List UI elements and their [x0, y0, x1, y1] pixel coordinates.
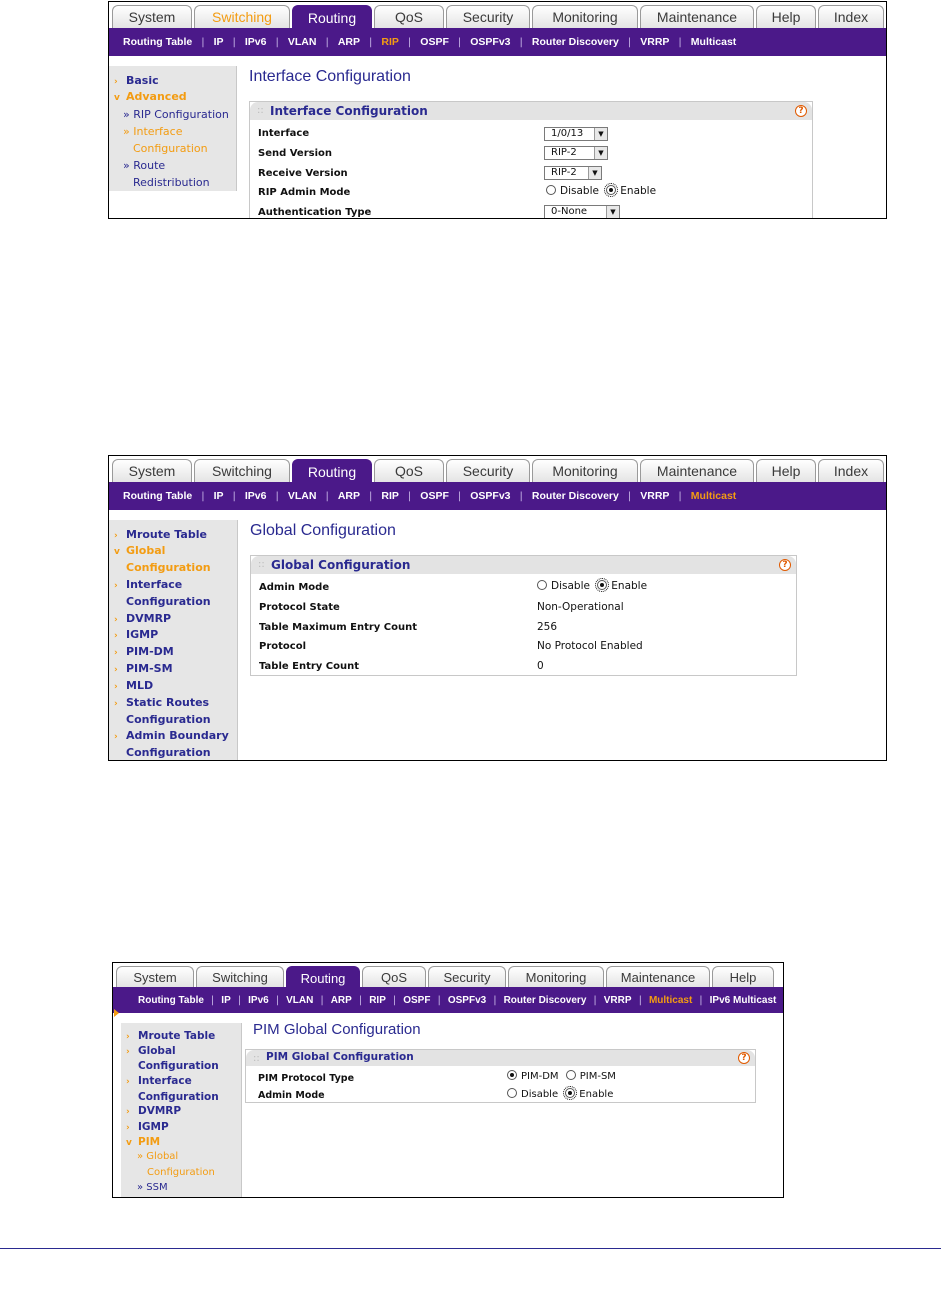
nav-pim[interactable]: v PIM [126, 1136, 161, 1148]
multicast-global-config-screenshot [108, 455, 887, 761]
panel-title: PIM Global Configuration [266, 1051, 414, 1063]
tab-help[interactable]: Help [756, 5, 816, 28]
tab-monitoring[interactable]: Monitoring [532, 459, 638, 482]
subnav-ipv6[interactable]: IPv6 [244, 490, 267, 502]
table-max-entry-count-value: 256 [537, 621, 558, 633]
subnav-ospfv3[interactable]: OSPFv3 [470, 36, 511, 48]
table-max-entry-count-label: Table Maximum Entry Count [259, 622, 418, 633]
nav-mroute-table[interactable]: › Mroute Table [126, 1030, 216, 1042]
disable-radio[interactable] [546, 185, 556, 195]
subnav-arp[interactable]: ARP [337, 36, 361, 48]
send-version-label: Send Version [258, 148, 333, 159]
rip-interface-config-screenshot [108, 1, 887, 219]
routing-subnav: Routing Table | IP | IPv6 | VLAN | ARP | RIP | OSPF | OSPFv3 | Router Discovery | VRRP | Multicast | IPv6 Multicast [113, 987, 783, 1013]
nav-mroute-table[interactable]: › Mroute Table [114, 528, 207, 541]
tab-help[interactable]: Help [756, 459, 816, 482]
nav-admin-boundary-configuration[interactable]: › Admin Boundary [114, 729, 229, 742]
tab-qos[interactable]: QoS [374, 459, 444, 482]
interface-label: Interface [258, 128, 310, 139]
pim-dm-radio[interactable] [507, 1070, 517, 1080]
subnav-ospfv3[interactable]: OSPFv3 [470, 490, 511, 502]
nav-basic[interactable]: › Basic [114, 74, 159, 87]
subnav-vlan[interactable]: VLAN [287, 36, 317, 48]
subnav-multicast[interactable]: Multicast [648, 994, 693, 1006]
tab-switching[interactable]: Switching [194, 459, 290, 482]
tab-index[interactable]: Index [818, 459, 884, 482]
routing-subnav: Routing Table | IP | IPv6 | VLAN | ARP | RIP | OSPF | OSPFv3 | Router Discovery | VRRP | Multicast [109, 28, 886, 56]
subnav-vlan[interactable]: VLAN [287, 490, 317, 502]
table-entry-count-label: Table Entry Count [259, 661, 360, 672]
subnav-rip[interactable]: RIP [381, 36, 399, 48]
nav-ssm[interactable]: » SSM [137, 1182, 168, 1193]
subnav-ip[interactable]: IP [221, 994, 231, 1006]
subnav-rip[interactable]: RIP [381, 490, 399, 502]
subnav-ipv6-multicast[interactable]: IPv6 Multicast [709, 994, 777, 1006]
nav-pim-global-configuration-line2[interactable]: Configuration [147, 1167, 215, 1178]
tab-security[interactable]: Security [428, 966, 506, 987]
page-title: Interface Configuration [249, 68, 411, 85]
enable-radio[interactable] [597, 580, 607, 590]
admin-mode-radios: Disable Enable [537, 580, 651, 592]
page-footer-rule [0, 1248, 941, 1249]
nav-route-redistribution[interactable]: » Route [123, 159, 166, 172]
subnav-ospf[interactable]: OSPF [403, 994, 431, 1006]
panel-title: Interface Configuration [270, 104, 428, 118]
subnav-vrrp[interactable]: VRRP [640, 490, 670, 502]
tab-security[interactable]: Security [446, 459, 530, 482]
pim-sm-radio[interactable] [566, 1070, 576, 1080]
disable-radio[interactable] [507, 1088, 517, 1098]
subnav-multicast[interactable]: Multicast [690, 490, 737, 502]
subnav-multicast[interactable]: Multicast [690, 36, 737, 48]
subnav-ip[interactable]: IP [213, 36, 224, 48]
page-title: Global Configuration [250, 522, 396, 539]
subnav-router-discovery[interactable]: Router Discovery [531, 36, 619, 48]
interface-select[interactable]: 1/0/13 ▼ [544, 127, 608, 141]
main-tab-bar [109, 2, 886, 28]
admin-mode-radios: Disable Enable [507, 1088, 617, 1100]
nav-rip-configuration[interactable]: » RIP Configuration [123, 108, 229, 121]
subnav-ospfv3[interactable]: OSPFv3 [447, 994, 487, 1006]
tab-maintenance[interactable]: Maintenance [606, 966, 710, 987]
subnav-arp[interactable]: ARP [337, 490, 361, 502]
subnav-rip[interactable]: RIP [369, 994, 386, 1006]
nav-interface-configuration[interactable]: › Interface [126, 1075, 192, 1087]
subnav-arp[interactable]: ARP [330, 994, 352, 1006]
receive-version-label: Receive Version [258, 168, 348, 179]
admin-mode-label: Admin Mode [258, 1090, 325, 1101]
tab-routing[interactable]: Routing [292, 5, 372, 30]
page-title: PIM Global Configuration [253, 1021, 421, 1038]
nav-static-routes-configuration[interactable]: › Static Routes [114, 696, 210, 709]
tab-routing[interactable]: Routing [292, 459, 372, 484]
tab-monitoring[interactable]: Monitoring [532, 5, 638, 28]
chevron-down-icon: ▼ [594, 128, 607, 140]
nav-interface-configuration[interactable]: » Interface [123, 125, 183, 138]
tab-qos[interactable]: QoS [374, 5, 444, 28]
help-icon[interactable]: ? [738, 1052, 750, 1064]
tab-switching[interactable]: Switching [194, 5, 290, 28]
protocol-label: Protocol [259, 641, 307, 652]
help-icon[interactable]: ? [795, 105, 807, 117]
protocol-state-value: Non-Operational [537, 601, 624, 613]
subnav-vrrp[interactable]: VRRP [603, 994, 632, 1006]
tab-monitoring[interactable]: Monitoring [508, 966, 604, 987]
global-config-panel [250, 555, 797, 676]
rip-admin-mode-label: RIP Admin Mode [258, 187, 351, 198]
authentication-type-label: Authentication Type [258, 207, 372, 218]
nav-global-configuration-line2[interactable]: Configuration [138, 1060, 219, 1072]
left-nav [109, 520, 238, 761]
main-tab-bar [113, 963, 783, 987]
subnav-router-discovery[interactable]: Router Discovery [531, 490, 619, 502]
nav-global-configuration-line2[interactable]: Configuration [126, 561, 211, 574]
tab-switching[interactable]: Switching [196, 966, 284, 987]
subnav-vrrp[interactable]: VRRP [640, 36, 670, 48]
subnav-vlan[interactable]: VLAN [286, 994, 314, 1006]
help-icon[interactable]: ? [779, 559, 791, 571]
nav-dvmrp[interactable]: › DVMRP [114, 612, 172, 625]
panel-header: :: Global Configuration ? [251, 556, 796, 574]
subnav-ip[interactable]: IP [213, 490, 224, 502]
nav-interface-configuration[interactable]: › Interface [114, 578, 183, 591]
main-tab-bar [109, 456, 886, 482]
panel-title: Global Configuration [271, 558, 411, 572]
pim-protocol-type-radios: PIM-DM PIM-SM [507, 1070, 620, 1082]
table-entry-count-value: 0 [537, 660, 544, 672]
subnav-ipv6[interactable]: IPv6 [248, 994, 269, 1006]
rip-admin-mode-radios: Disable Enable [546, 185, 660, 197]
subnav-ipv6[interactable]: IPv6 [244, 36, 267, 48]
panel-header: :: Interface Configuration ? [250, 102, 812, 120]
disable-radio[interactable] [537, 580, 547, 590]
nav-global-configuration[interactable]: › Global [126, 1045, 176, 1057]
tab-routing[interactable]: Routing [286, 966, 360, 989]
left-nav [109, 66, 237, 191]
nav-advanced[interactable]: v Advanced [114, 90, 187, 103]
subnav-routing-table[interactable]: Routing Table [123, 490, 193, 502]
nav-interface-configuration-line2[interactable]: Configuration [126, 595, 211, 608]
nav-pim-sm[interactable]: › PIM-SM [114, 662, 173, 675]
nav-interface-configuration-line2[interactable]: Configuration [138, 1091, 219, 1103]
tab-maintenance[interactable]: Maintenance [640, 459, 754, 482]
panel-header: :: PIM Global Configuration ? [246, 1050, 755, 1066]
interface-config-panel [249, 101, 813, 219]
send-version-select[interactable]: RIP-2 ▼ [544, 146, 608, 160]
enable-radio[interactable] [606, 185, 616, 195]
subnav-ospf[interactable]: OSPF [420, 490, 449, 502]
authentication-type-select[interactable]: 0-None ▼ [544, 205, 620, 219]
admin-mode-label: Admin Mode [259, 582, 330, 593]
protocol-value: No Protocol Enabled [537, 640, 643, 652]
left-nav [121, 1023, 242, 1198]
nav-mld[interactable]: › MLD [114, 679, 154, 692]
nav-igmp[interactable]: › IGMP [126, 1121, 169, 1133]
nav-admin-boundary-configuration-line2[interactable]: Configuration [126, 746, 211, 759]
pim-protocol-type-label: PIM Protocol Type [258, 1073, 355, 1084]
chevron-down-icon: ▼ [606, 206, 619, 218]
pim-global-config-screenshot [112, 962, 784, 1198]
subnav-router-discovery[interactable]: Router Discovery [503, 994, 587, 1006]
tab-qos[interactable]: QoS [362, 966, 426, 987]
nav-pim-global-configuration[interactable]: » Global [137, 1151, 179, 1162]
nav-pim-dm[interactable]: › PIM-DM [114, 645, 174, 658]
left-arrow-icon [114, 1009, 119, 1017]
nav-interface-configuration-line2[interactable]: Configuration [133, 142, 208, 155]
tab-system[interactable]: System [112, 459, 192, 482]
tab-system[interactable]: System [112, 5, 192, 28]
tab-security[interactable]: Security [446, 5, 530, 28]
routing-subnav: Routing Table | IP | IPv6 | VLAN | ARP | RIP | OSPF | OSPFv3 | Router Discovery | VRRP | Multicast [109, 482, 886, 510]
nav-dvmrp[interactable]: › DVMRP [126, 1105, 182, 1117]
tab-index[interactable]: Index [818, 5, 884, 28]
chevron-down-icon: ▼ [588, 167, 601, 179]
tab-maintenance[interactable]: Maintenance [640, 5, 754, 28]
tab-system[interactable]: System [116, 966, 194, 987]
nav-route-redistribution-line2[interactable]: Redistribution [133, 176, 210, 189]
subnav-routing-table[interactable]: Routing Table [123, 36, 193, 48]
enable-radio[interactable] [565, 1088, 575, 1098]
nav-global-configuration[interactable]: v Global [114, 544, 166, 557]
subnav-ospf[interactable]: OSPF [420, 36, 449, 48]
nav-static-routes-configuration-line2[interactable]: Configuration [126, 713, 211, 726]
protocol-state-label: Protocol State [259, 602, 340, 613]
chevron-down-icon: ▼ [594, 147, 607, 159]
receive-version-select[interactable]: RIP-2 ▼ [544, 166, 602, 180]
tab-help[interactable]: Help [712, 966, 774, 987]
pim-global-config-panel [245, 1049, 756, 1103]
subnav-routing-table[interactable]: Routing Table [138, 994, 204, 1006]
nav-igmp[interactable]: › IGMP [114, 628, 159, 641]
